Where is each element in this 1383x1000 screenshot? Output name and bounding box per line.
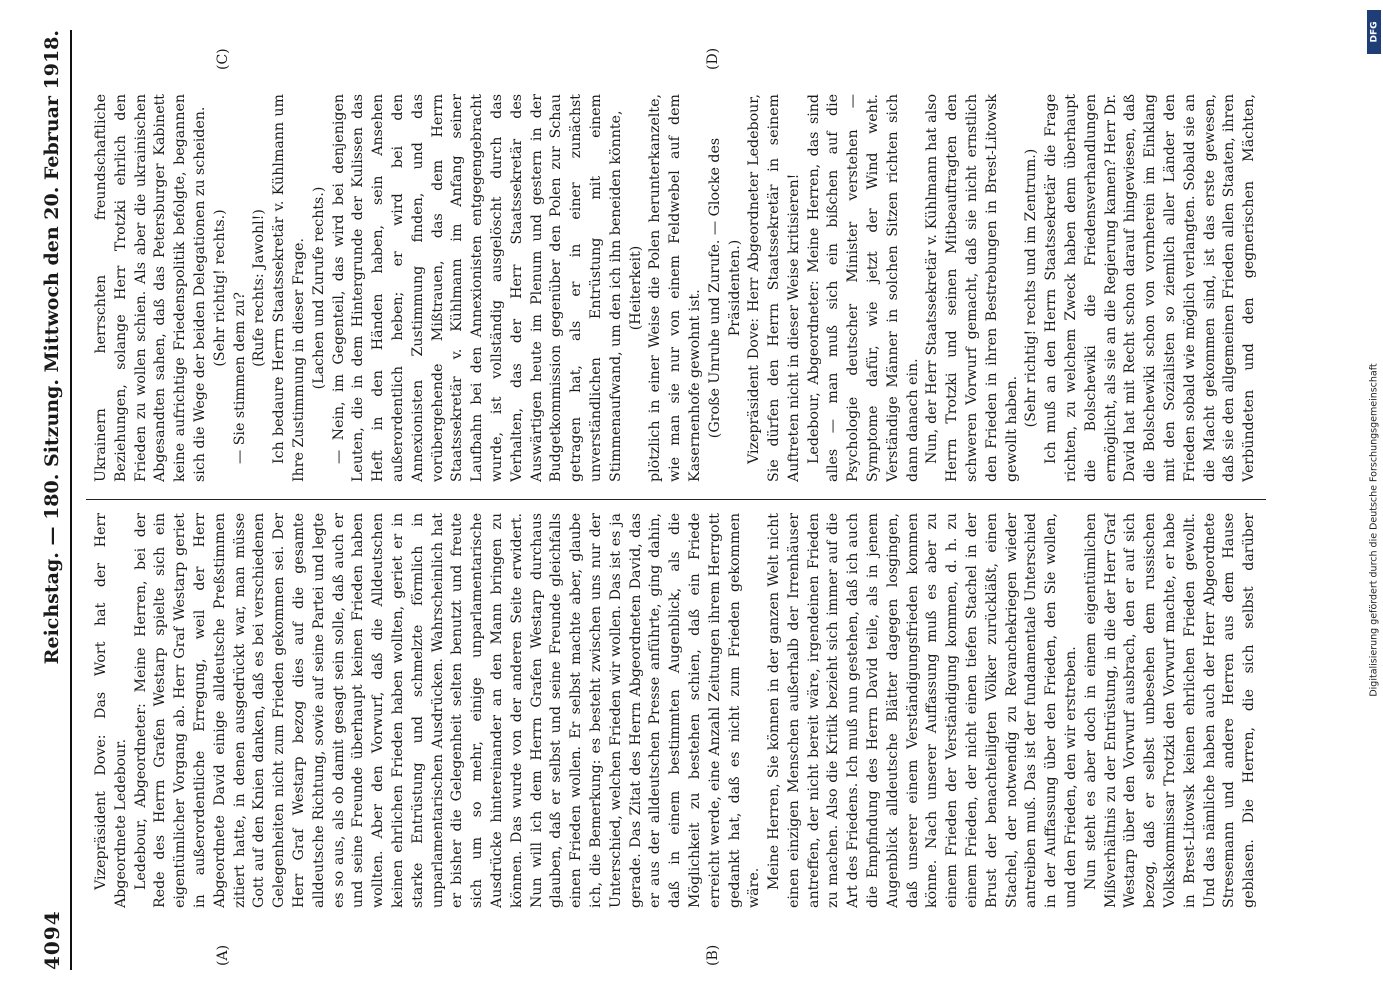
dfg-logo xyxy=(1367,10,1381,54)
header-rule xyxy=(70,30,72,970)
paragraph: Ledebour, Abgeordneter: Meine Herren, bei der Rede des Herrn Grafen Westarp spielte sich ein eigentümlicher Vorgang ab. Herr Graf Westarp geriet in außerordentliche Erregung, weil der Herr Abgeordnete David einige alldeutsche Preßstimmen zitiert hatte, in denen ausgedrückt war, man müsse Gott auf den Knien danken, daß es bei verschiedenen Gelegenheiten nicht zum Frieden gekommen sei. Der Herr Graf Westarp bezog dies auf die gesamte alldeutsche Richtung, sowie auf seine Partei und legte es so aus, als ob damit gesagt sein solle, daß auch er und seine Freunde überhaupt keinen Frieden haben wollten. Aber den Vorwurf, daß die Alldeutschen keinen ehrlichen Frieden haben wollten, geriet er in starke Entrüstung und schmelzte förmlich in unparlamentarischen Ausdrücken. Wahrscheinlich hat er bisher die Gelegenheit selten benutzt und freute sich um so mehr, einige unparlamentarische Ausdrücke hintereinander an den Mann bringen zu können. Das wurde von der anderen Seite erwidert. Nun will ich dem Herrn Grafen Westarp durchaus glauben, daß er selbst und seine Freunde gleichfalls einen Frieden wollen. Er selbst machte aber, glaube ich, die Bemerkung: es besteht zwischen uns nur der Unterschied, welchen Frieden wir wollen. Das ist es ja gerade. Das Zitat des Herrn Abgeordneten David, das er aus der alldeutschen Presse anführte, ging dahin, daß in einem bestimmten Augenblick, als die Möglichkeit zu bestehen schien, daß ein Friede erreicht werde, eine Anzahl Zeitungen ihrem Herrgott gedankt hat, daß es nicht zum Frieden gekommen wäre. xyxy=(132,513,763,908)
margin-marker-b: (B) xyxy=(705,944,721,966)
interjection: (Sehr richtig! rechts und im Zentrum.) xyxy=(1023,148,1040,428)
left-text-column xyxy=(92,513,1262,908)
paragraph: — Sie stimmen dem zu? xyxy=(231,292,248,464)
paragraph: Nun, der Herr Staatssekretär v. Kühlmann hat also Herrn Trotzki und seinen Mitbeauftragten den schweren Vorwurf gemacht, daß sie nicht ernstlich den Frieden in ihren Bestrebungen in Brest-Litowsk gewollt haben. xyxy=(924,94,1020,482)
page-number: 4094 xyxy=(40,910,64,970)
paragraph: Meine Herren, Sie können in der ganzen Welt nicht einen einzigen Menschen außerhalb der Irrenhäuser antreffen, der nicht bereit wäre, irgendeinen Frieden zu machen. Also die Kritik bezieht sich immer auf die Art des Friedens. Ich muß nun gestehen, daß ich auch die Empfindung des Herrn David teile, als in jenem Augenblick alldeutsche Blätter dagegen losgingen, daß unserer einem Verständigungsfrieden kommen könne. Nach unserer Auffassung muß es aber zu einem Frieden der Verständigung kommen, d. h. zu einem Frieden, der nicht einen tiefen Stachel in der Brust der benachteiligten Völker zurückläßt, einen Stachel, der notwendig zu Revanchekriegen wieder antreiben muß. Das ist der fundamentale Unterschied in der Auffassung über den Frieden, den Sie wollen, und den Frieden, den wir erstreben. xyxy=(766,513,1080,908)
margin-marker-d: (D) xyxy=(705,47,721,70)
margin-marker-a: (A) xyxy=(215,944,231,966)
dfg-logo-text: DFG xyxy=(1369,21,1380,43)
digitization-credit-text: Digitalisierung gefördert durch die Deutsche Forschungsgemeinschaft xyxy=(1368,363,1380,697)
paragraph: Ich muß an den Herrn Staatssekretär die Frage richten, zu welchem Zweck haben denn überhaupt die Bolschewiki die Friedensverhandlungen ermöglicht, als sie an die Regierung kamen? Herr Dr. David hat mit Recht schon darauf hingewiesen, daß die Bolschewiki schon von vornherein im Einklang mit den Sozialisten so ziemlich aller Länder den Frieden sobald wie möglich verlangten. Sobald sie an die Macht gekommen sind, ist das erste gewesen, daß sie den allgemeinen Frieden allen Staaten, ihren Verbündeten und den gegnerischen Mächten, xyxy=(1043,94,1258,482)
running-head: Reichstag. — 180. Sitzung. Mittwoch den 20. Februar 1918. xyxy=(41,30,63,665)
paragraph: Ukrainern herrschten freundschaftliche Beziehungen, solange Herr Trotzki ehrlich den Frieden zu wollen schien. Als aber die ukrainischen Abgesandten sahen, daß das Petersburger Kabinett keine aufrichtige Friedenspolitik befolgte, begannen sich die Wege der beiden Delegationen zu scheiden. xyxy=(93,94,208,482)
interjection: (Rufe rechts: Jawohl!) xyxy=(251,209,268,367)
interjection: (Lachen und Zurufe rechts.) xyxy=(310,186,327,390)
digitization-strip xyxy=(1361,0,1383,1000)
paragraph: — Nein, im Gegenteil, das wird bei denjenigen Leuten, die in dem Hintergrunde der Kulissen das Heft in den Händen haben, sein Ansehen außerordentlich heben; er wird bei den Annexionisten Zustimmung finden, und das vorübergehende Mißtrauen, das dem Herrn Staatssekretär v. Kühlmann im Anfang seiner Laufbahn bei den Annexionisten entgegengebracht wurde, ist vollständig ausgelöscht durch das Verhalten, das der Herr Staatssekretär des Auswärtigen heute im Plenum und gestern in der Budgetkommission gegenüber den Polen zur Schau getragen hat, als er in einer zunächst unverständlichen Entrüstung mit einem Stimmenaufwand, um den ich ihn beneiden könnte, xyxy=(330,94,624,482)
interjection: (Große Unruhe und Zurufe. — Glocke des Präsidenten.) xyxy=(706,137,743,439)
paragraph: Vizepräsident Dove: Herr Abgeordneter Ledebour, Sie dürfen den Herrn Staatssekretär in seinem Auftreten nicht in dieser Weise kritisieren! xyxy=(746,94,802,482)
column-divider xyxy=(86,499,1266,500)
digitization-credit xyxy=(1367,80,1381,980)
right-text-column xyxy=(92,94,1262,482)
page-header xyxy=(38,30,66,970)
paragraph: Ich bedaure Herrn Staatssekretär v. Kühlmann um Ihre Zustimmung in dieser Frage. xyxy=(271,94,307,482)
paragraph: Vizepräsident Dove: Das Wort hat der Herr Abgeordnete Ledebour. xyxy=(93,513,129,908)
paragraph: plötzlich in einer Weise die Polen herunterkanzelte, wie man sie nur von einem Feldwebel auf dem Kasernenhofe gewohnt ist. xyxy=(647,94,703,482)
interjection: (Sehr richtig! rechts.) xyxy=(211,209,228,367)
paragraph: Nun steht es aber doch in einem eigentümlichen Mißverhältnis zu der Entrüstung, in die der Herr Graf Westarp über den Vorwurf ausbrach, den er auf sich bezog, daß er selbst unbesehen dem russischen Volkskommissar Trotzki den Vorwurf machte, er habe in Brest-Litowsk keinen ehrlichen Frieden gewollt. Und das nämliche haben auch der Herr Abgeordnete Stresemann und andere Herren aus dem Hause geblasen. Die Herren, die sich selbst darüber xyxy=(1082,513,1258,908)
interjection: (Heiterkeit) xyxy=(627,245,644,331)
paragraph: Ledebour, Abgeordneter: Meine Herren, das sind alles — man muß sich ein bißchen auf die Psychologie deutscher Minister verstehen — Symptome dafür, wie jetzt der Wind weht. Verständige Männer in solchen Sitzen richten sich dann danach ein. xyxy=(805,94,921,482)
margin-marker-c: (C) xyxy=(215,48,231,70)
